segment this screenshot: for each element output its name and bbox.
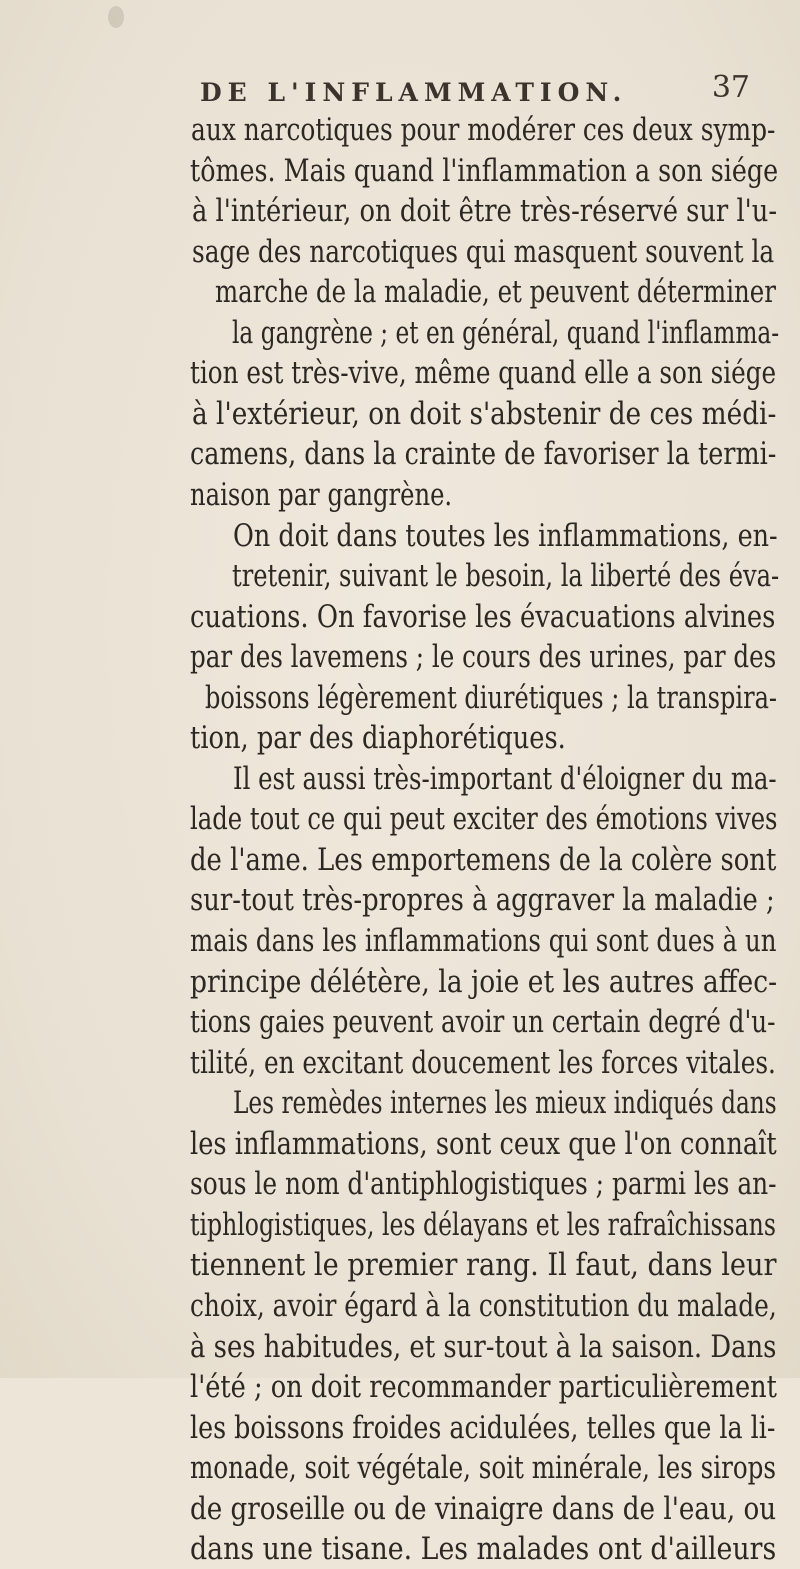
text-line: la gangrène ; et en général, quand l'inflamma- [232,314,780,351]
text-line: choix, avoir égard à la constitution du malade, [190,1287,777,1324]
text-line: tion est très-vive, même quand elle a son siége [190,355,777,392]
text-line: sous le nom d'antiphlogistiques ; parmi les an- [190,1166,777,1203]
text-line: les boissons froides acidulées, telles que la li- [190,1409,776,1446]
text-line: par des lavemens ; le cours des urines, par des [190,639,777,676]
running-title: DE L'INFLAMMATION. [200,78,628,107]
ink-blot [108,6,124,28]
text-line: tion, par des diaphorétiques. [190,720,566,757]
text-line: l'été ; on doit recommander particulièrement [190,1369,777,1406]
text-line: mais dans les inflammations qui sont dues à un [190,923,777,959]
text-line: les inflammations, sont ceux que l'on connaît [190,1125,777,1162]
text-line: à l'extérieur, on doit s'abstenir de ces médi- [192,395,777,432]
text-line: sage des narcotiques qui masquent souvent la [192,233,775,270]
text-line: naison par gangrène. [190,476,453,513]
text-line: boissons légèrement diurétiques ; la transpira- [205,679,778,716]
text-line: dans une tisane. Les malades ont d'ailleurs [190,1531,777,1568]
text-line: marche de la maladie, et peuvent déterminer [215,274,776,311]
text-line: de groseille ou de vinaigre dans de l'eau, ou [190,1490,777,1527]
page-number: 37 [711,70,750,105]
text-line: camens, dans la crainte de favoriser la termi- [190,436,777,473]
text-line: tiphlogistiques, les délayans et les rafraîchissans [190,1206,776,1243]
text-line: cuations. On favorise les évacuations alvines [190,598,776,635]
text-line: tretenir, suivant le besoin, la liberté des éva- [232,558,780,595]
text-line: tions gaies peuvent avoir un certain degré d'u- [190,1004,776,1041]
text-line: aux narcotiques pour modérer ces deux symp- [191,112,776,148]
text-line: monade, soit végétale, soit minérale, les sirops [190,1450,776,1487]
text-line: tômes. Mais quand l'inflammation a son siége [190,152,779,189]
text-line: principe délétère, la joie et les autres affec- [190,963,778,1000]
text-line: Il est aussi très-important d'éloigner du ma- [233,760,777,797]
text-line: Les remèdes internes les mieux indiqués dans [233,1085,777,1122]
text-line: à l'intérieur, on doit être très-réservé sur l'u- [192,193,778,230]
text-line: On doit dans toutes les inflammations, en- [233,517,778,554]
text-line: lade tout ce qui peut exciter des émotions vives [190,801,778,838]
text-line: de l'ame. Les emportemens de la colère sont [190,841,777,878]
page-header [200,70,750,114]
text-line: à ses habitudes, et sur-tout à la saison. Dans [190,1328,777,1365]
text-line: sur-tout très-propres à aggraver la maladie ; [190,882,775,919]
text-line: tiennent le premier rang. Il faut, dans leur [190,1247,777,1284]
text-line: tilité, en excitant doucement les forces vitales. [190,1044,776,1081]
